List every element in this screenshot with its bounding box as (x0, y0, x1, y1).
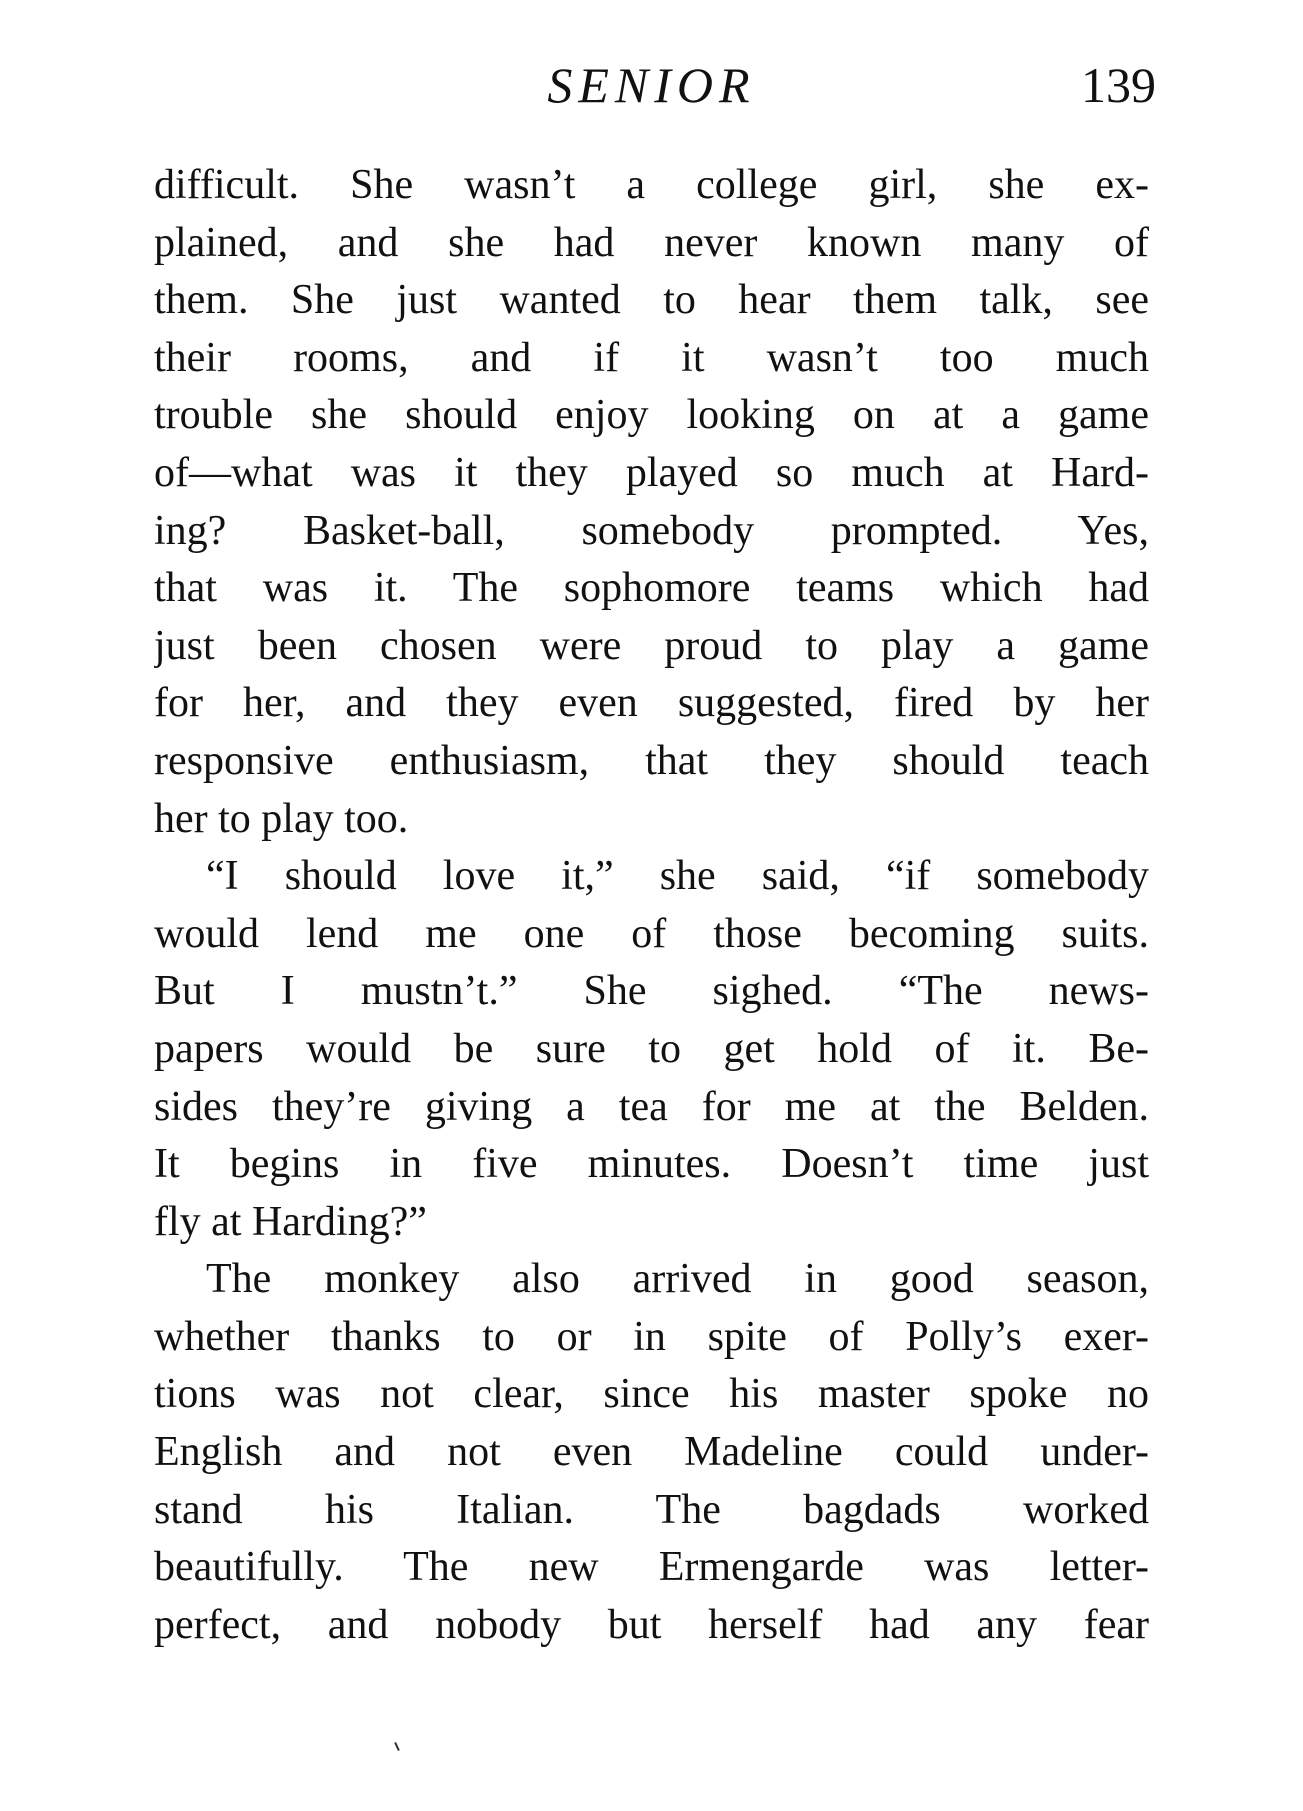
text-line: plained, and she had never known many of (154, 219, 1149, 266)
text-line: beautifully. The new Ermengarde was letter- (154, 1544, 1149, 1591)
text-line: them. She just wanted to hear them talk, see (154, 277, 1149, 324)
text-line: But I mustn’t.” She sighed. “The news- (154, 968, 1149, 1015)
text-line: fly at Harding?” (154, 1198, 427, 1245)
text-line: would lend me one of those becoming suits. (154, 910, 1149, 957)
text-line: for her, and they even suggested, fired by her (154, 680, 1149, 727)
text-line: of—what was it they played so much at Hard- (154, 449, 1149, 496)
text-line: The monkey also arrived in good season, (206, 1256, 1149, 1303)
running-head (0, 50, 1303, 120)
stray-ink-mark (394, 1742, 400, 1751)
text-line: “I should love it,” she said, “if somebody (206, 853, 1149, 900)
text-line: responsive enthusiasm, that they should teach (154, 737, 1149, 784)
text-line: trouble she should enjoy looking on at a game (154, 392, 1149, 439)
text-line: perfect, and nobody but herself had any fear (154, 1601, 1149, 1648)
text-line: their rooms, and if it wasn’t too much (154, 334, 1149, 381)
text-line: It begins in five minutes. Doesn’t time just (154, 1141, 1149, 1188)
text-line: that was it. The sophomore teams which had (154, 565, 1149, 612)
page-number: 139 (1081, 57, 1156, 113)
text-line: tions was not clear, since his master spoke no (154, 1371, 1149, 1418)
text-line: English and not even Madeline could under- (154, 1429, 1149, 1476)
text-line: whether thanks to or in spite of Polly’s exer- (154, 1313, 1149, 1360)
text-line: sides they’re giving a tea for me at the Belden. (154, 1083, 1149, 1130)
text-line: papers would be sure to get hold of it. Be- (154, 1025, 1149, 1072)
text-line: her to play too. (154, 795, 409, 842)
text-line: difficult. She wasn’t a college girl, she ex- (154, 162, 1149, 208)
text-line: just been chosen were proud to play a game (154, 622, 1149, 669)
text-line: stand his Italian. The bagdads worked (154, 1486, 1149, 1533)
running-title: SENIOR (547, 57, 756, 113)
text-line: ing? Basket-ball, somebody prompted. Yes, (154, 507, 1149, 554)
body-text (154, 157, 1149, 1654)
